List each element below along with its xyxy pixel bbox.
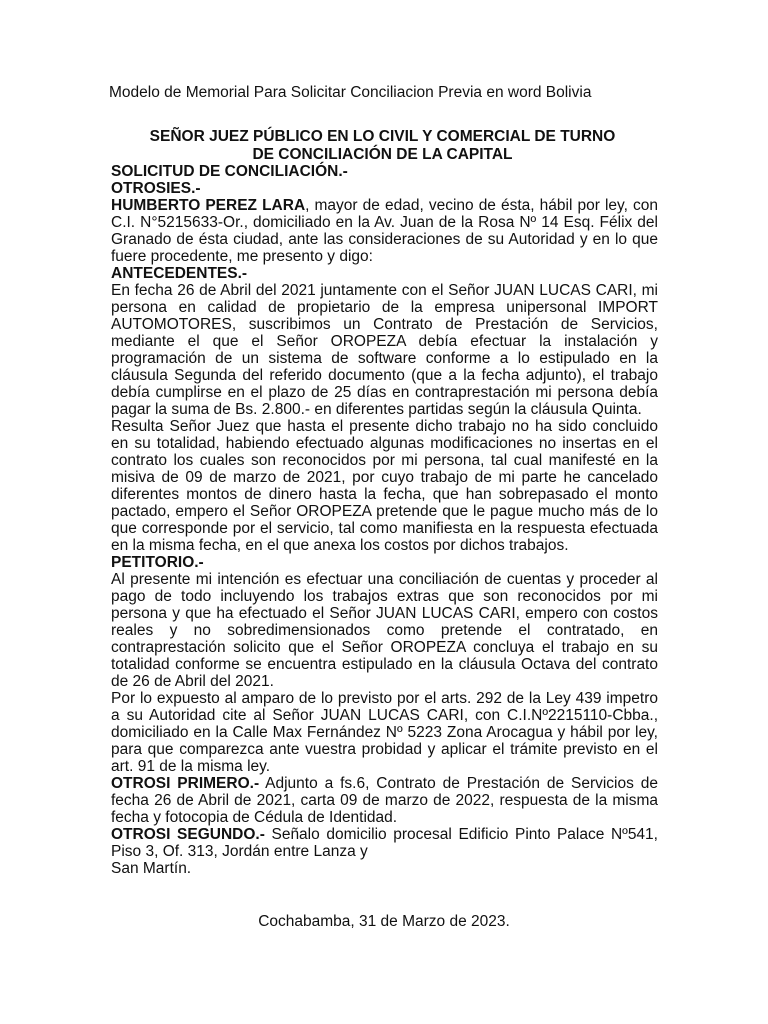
petitorio-paragraph-2: Por lo expuesto al amparo de lo previsto por el arts. 292 de la Ley 439 impetro a su Autoridad cite al Señor JUAN LUCAS CARI, con C.I.Nº2215110-Cbba., domiciliado en la Calle Max Fernández Nº 5223 Zona Arocagua y hábil por ley, para que comparezca ante vuestra probidad y aplicar el trámite previsto en el art. 91 de la misma ley. [111, 690, 658, 775]
otrosi-segundo-paragraph [111, 826, 658, 860]
otrosi-segundo-line-2: San Martín. [111, 860, 192, 877]
otrosi-segundo-text: Señalo domicilio procesal Edificio Pinto Palace Nº541, Piso 3, Of. 313, Jordán entre Lanza y [111, 826, 658, 860]
heading-solicitud: SOLICITUD DE CONCILIACIÓN.- [111, 163, 348, 180]
heading-antecedentes: ANTECEDENTES.- [111, 265, 248, 282]
heading-petitorio: PETITORIO.- [111, 554, 204, 571]
antecedentes-paragraph-1: En fecha 26 de Abril del 2021 juntamente con el Señor JUAN LUCAS CARI, mi persona en calidad de propietario de la empresa unipersonal IMPORT AUTOMOTORES, suscribimos un Contrato de Prestación de Servicios, mediante el que el Señor OROPEZA debía efectuar la instalación y programación de un sistema de software conforme a lo estipulado en la cláusula Segunda del referido documento (que a la fecha adjunto), el trabajo debía cumplirse en el plazo de 25 días en contraprestación mi persona debía pagar la suma de Bs. 2.800.- en diferentes partidas según la cláusula Quinta. [111, 282, 658, 418]
place-and-date: Cochabamba, 31 de Marzo de 2023. [258, 913, 510, 930]
memorial-body [111, 163, 658, 877]
court-line-1: SEÑOR JUEZ PÚBLICO EN LO CIVIL Y COMERCIAL DE TURNO [149, 128, 616, 145]
otrosi-primero-paragraph [111, 775, 658, 826]
court-address [109, 128, 656, 164]
court-line-2: DE CONCILIACIÓN DE LA CAPITAL [252, 146, 513, 163]
document-header: Modelo de Memorial Para Solicitar Conciliacion Previa en word Bolivia [109, 84, 592, 101]
antecedentes-paragraph-2: Resulta Señor Juez que hasta el presente dicho trabajo no ha sido concluido en su totalidad, habiendo efectuado algunas modificaciones no insertas en el contrato los cuales son reconocidos por mi persona, tal cual manifesté en la misiva de 09 de marzo de 2021, por cuyo trabajo de mi parte he cancelado diferentes montos de dinero hasta la fecha, que han sobrepasado el monto pactado, empero el Señor OROPEZA pretende que le pague mucho más de lo que corresponde por el servicio, tal como manifiesta en la respuesta efectuada en la misma fecha, en el que anexa los costos por dichos trabajos. [111, 418, 658, 554]
petitioner-name: HUMBERTO PEREZ LARA [111, 197, 306, 214]
petitorio-paragraph-1: Al presente mi intención es efectuar una conciliación de cuentas y proceder al pago de todo incluyendo los trabajos extras que son reconocidos por mi persona y que ha efectuado el Señor JUAN LUCAS CARI, empero con costos reales y no sobredimensionados como pretende el contratado, en contraprestación solicito que el Señor OROPEZA concluya el trabajo en su totalidad conforme se encuentra estipulado en la cláusula Octava del contrato de 26 de Abril del 2021. [111, 571, 658, 690]
heading-otrosies: OTROSIES.- [111, 180, 201, 197]
intro-paragraph [111, 197, 658, 265]
intro-text: , mayor de edad, vecino de ésta, hábil por ley, con C.I. N°5215633-Or., domiciliado en la Av. Juan de la Rosa Nº 14 Esq. Félix del Granado de ésta ciudad, ante las consideraciones de su Autoridad y en lo que fuere procedente, me presento y digo: [111, 197, 658, 265]
otrosi-primero-text: Adjunto a fs.6, Contrato de Prestación de Servicios de fecha 26 de Abril de 2021, carta 09 de marzo de 2022, respuesta de la misma fecha y fotocopia de Cédula de Identidad. [111, 775, 658, 826]
otrosi-primero-label: OTROSI PRIMERO.- [111, 775, 260, 792]
otrosi-segundo-label: OTROSI SEGUNDO.- [111, 826, 265, 843]
